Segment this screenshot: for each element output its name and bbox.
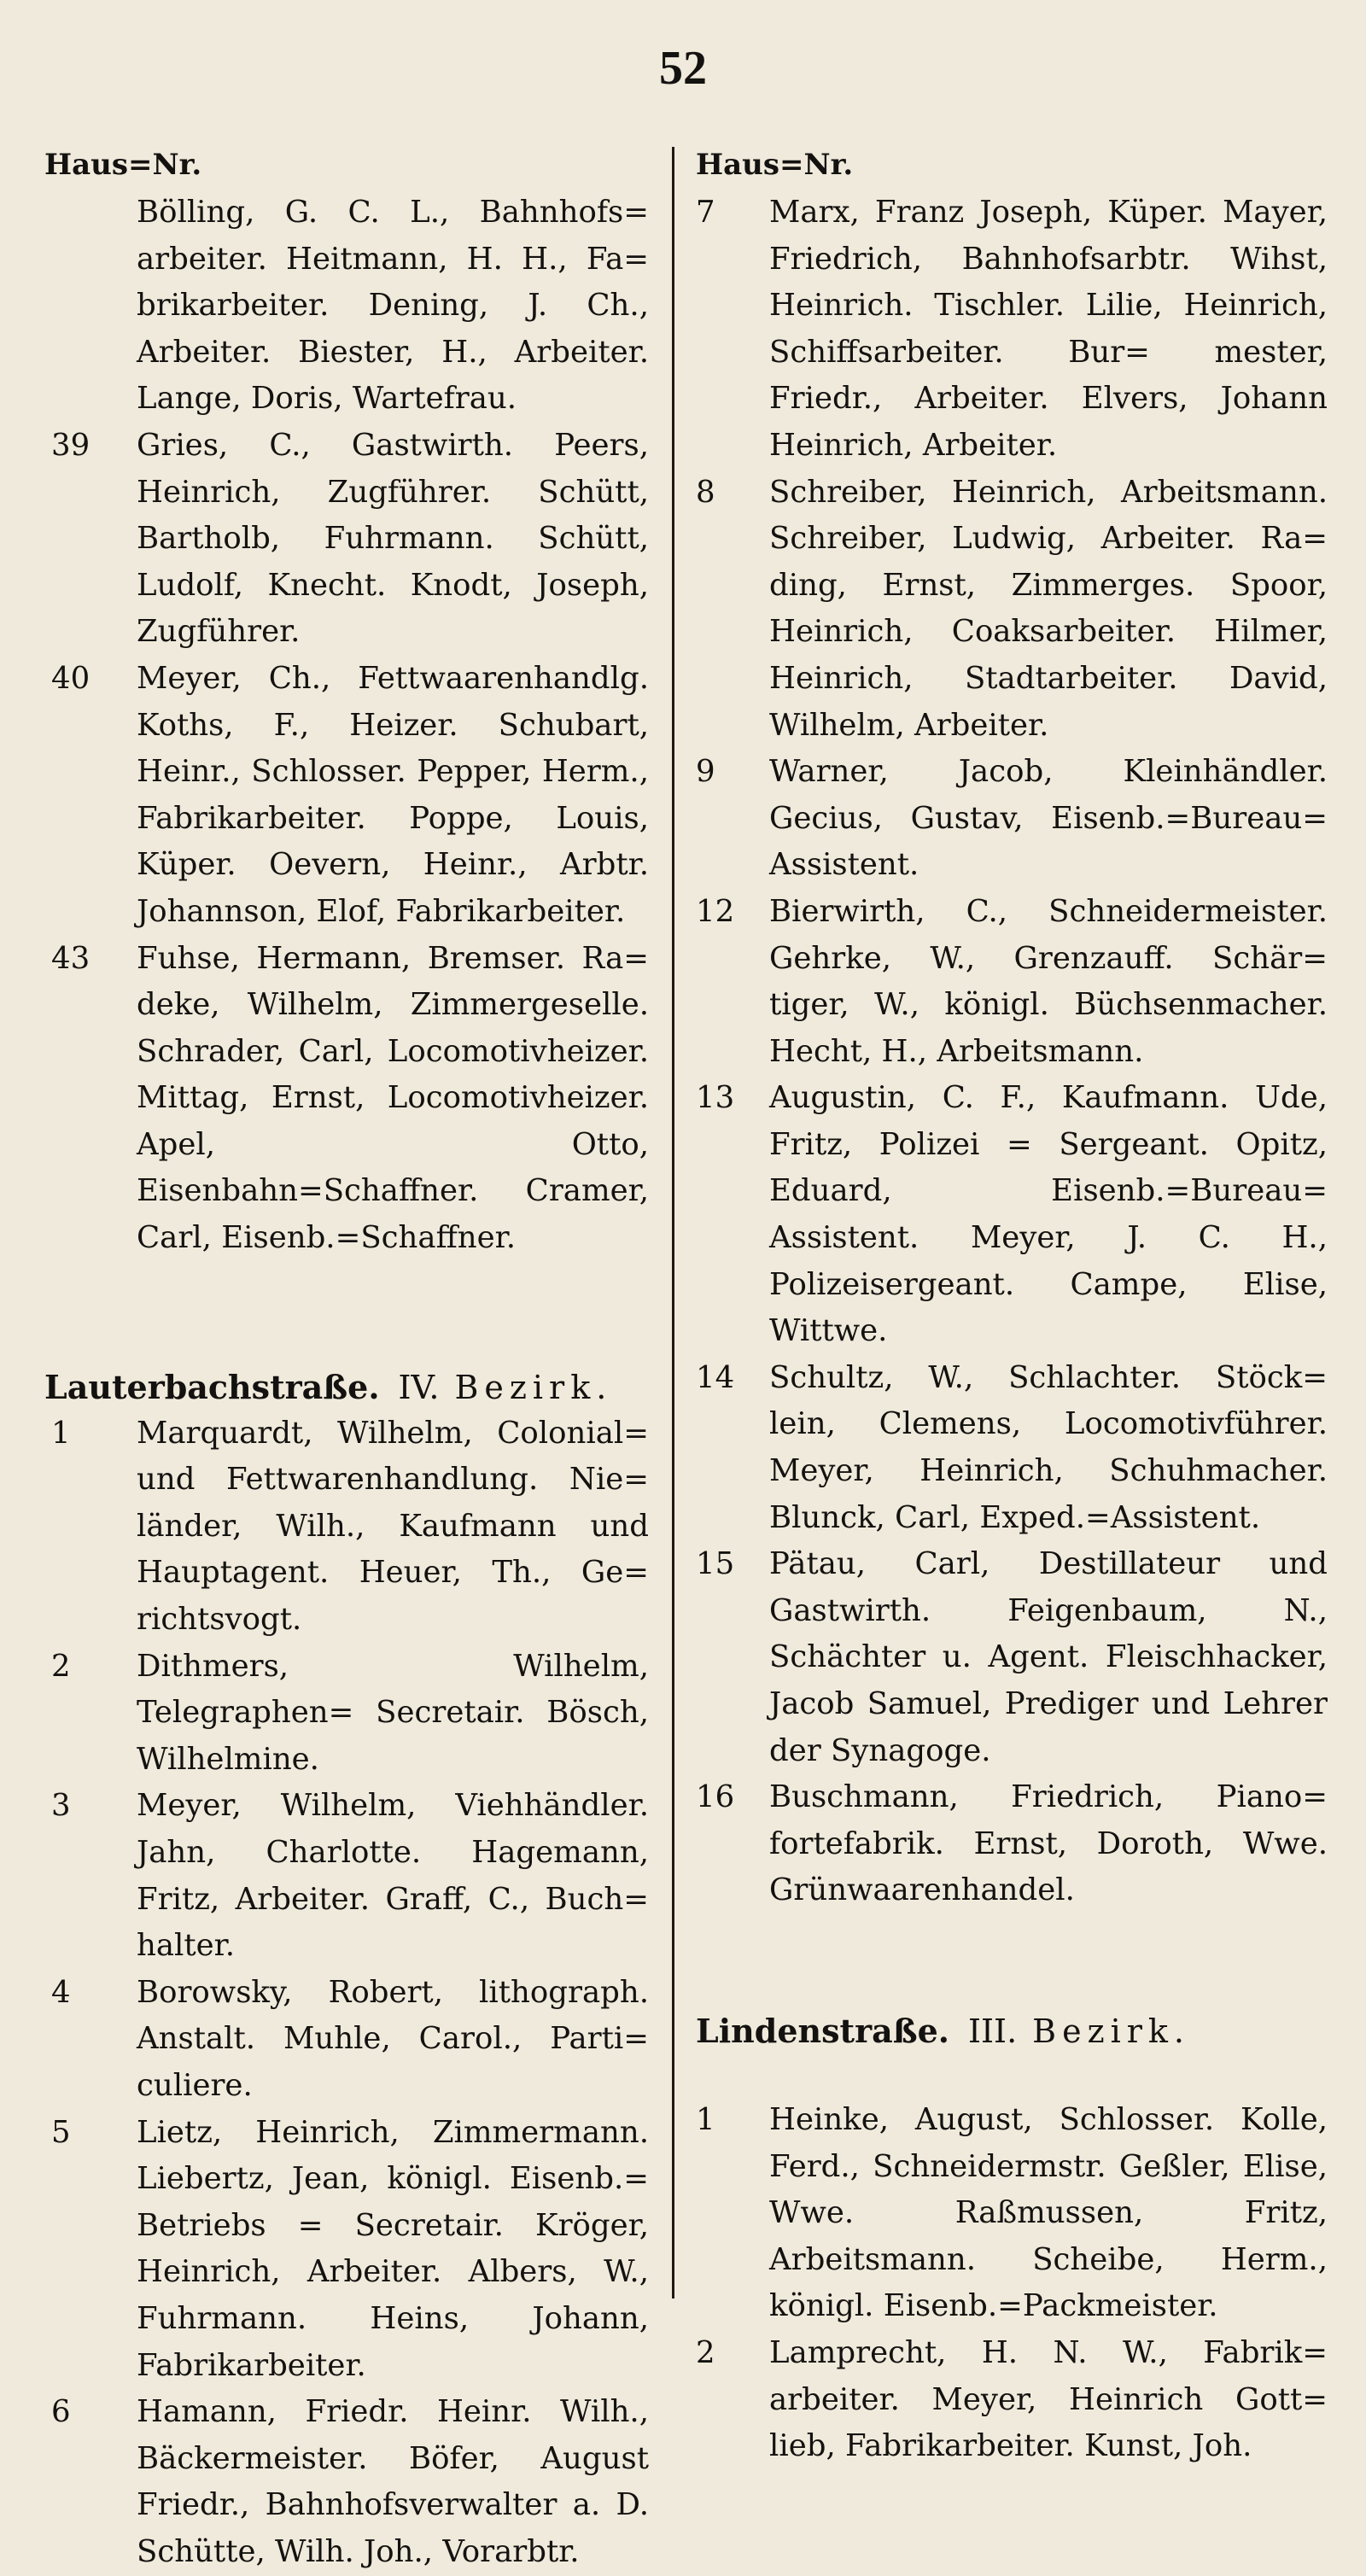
district-word: Bezirk. [1032, 2012, 1191, 2050]
house-number: 8 [696, 474, 715, 510]
house-number: 13 [696, 1080, 735, 1116]
resident-list: Fuhse, Hermann, Bremser. Ra= deke, Wilhelm, Zimmergeselle. Schrader, Carl, Locomotivheizer. Mittag, Ernst, Locomotivheizer. Apel, Otto, Eisenbahn=Schaffner. Cramer, Carl, Eisenb.=Schaffner. [137, 940, 649, 1256]
house-number: 12 [696, 893, 735, 929]
resident-list: Meyer, Ch., Fettwaarenhandlg. Koths, F., Heizer. Schubart, Heinr., Schlosser. Pepper, Herm., Fabrikarbeiter. Poppe, Louis, Küper. Oevern, Heinr., Arbtr. Johannson, Elof, Fabrikarbeiter. [137, 660, 649, 929]
address-entry [696, 749, 1328, 889]
resident-list: Bölling, G. C. L., Bahnhofs= arbeiter. Heitmann, H. H., Fa= brikarbeiter. Dening, J. Ch., Arbeiter. Biester, H., Arbeiter. Lange, Doris, Wartefrau. [137, 195, 649, 417]
resident-list: Gries, C., Gastwirth. Peers, Heinrich, Zugführer. Schütt, Bartholb, Fuhrmann. Schütt, Ludolf, Knecht. Knodt, Joseph, Zugführer. [137, 427, 649, 650]
address-entry [44, 423, 649, 656]
resident-list: Augustin, C. F., Kaufmann. Ude, Fritz, Polizei = Sergeant. Opitz, Eduard, Eisenb.=Bureau= Assistent. Meyer, J. C. H., Polizeisergeant. Campe, Elise, Wittwe. [769, 1080, 1328, 1349]
house-number: 1 [696, 2101, 715, 2137]
house-number: 9 [696, 754, 715, 790]
resident-list: Buschmann, Friedrich, Piano= fortefabrik. Ernst, Doroth, Wwe. Grünwaarenhandel. [769, 1779, 1328, 1908]
house-number: 2 [51, 1648, 71, 1684]
resident-list: Borowsky, Robert, lithograph. Anstalt. Muhle, Carol., Parti= culiere. [137, 1974, 649, 2103]
resident-list: Lietz, Heinrich, Zimmermann. Liebertz, Jean, königl. Eisenb.= Betriebs = Secretair. Kröger, Heinrich, Arbeiter. Albers, W., Fuhrmann. Heins, Johann, Fabrikarbeiter. [137, 2114, 649, 2383]
street-heading [696, 2008, 1328, 2054]
house-number: 16 [696, 1779, 735, 1815]
address-entry [696, 190, 1328, 470]
house-number: 14 [696, 1359, 735, 1395]
resident-list: Marx, Franz Joseph, Küper. Mayer, Friedrich, Bahnhofsarbtr. Wihst, Heinrich. Tischler. Lilie, Heinrich, Schiffsarbeiter. Bur= mester, Friedr., Arbeiter. Elvers, Johann Heinrich, Arbeiter. [769, 195, 1328, 463]
resident-list: Meyer, Wilhelm, Viehhändler. Jahn, Charlotte. Hagemann, Fritz, Arbeiter. Graff, C., Buch= halter. [137, 1788, 649, 1964]
district-number: IV. [398, 1368, 440, 1406]
house-number: 15 [696, 1546, 735, 1582]
resident-list: Schreiber, Heinrich, Arbeitsmann. Schreiber, Ludwig, Arbeiter. Ra= ding, Ernst, Zimmerges. Spoor, Heinrich, Coaksarbeiter. Hilmer, Heinrich, Stadtarbeiter. David, Wilhelm, Arbeiter. [769, 474, 1328, 743]
house-number: 40 [51, 660, 90, 696]
house-number: 4 [51, 1974, 71, 2010]
district-number: III. [968, 2012, 1018, 2050]
resident-list: Bierwirth, C., Schneidermeister. Gehrke, W., Grenzauff. Schär= tiger, W., königl. Büchsenmacher. Hecht, H., Arbeitsmann. [769, 893, 1328, 1069]
address-entry [44, 1644, 649, 1784]
page-number: 52 [659, 42, 707, 95]
house-number: 6 [51, 2394, 71, 2430]
house-number: 39 [51, 427, 90, 463]
address-entry [44, 2110, 649, 2390]
house-number: 5 [51, 2114, 71, 2150]
house-number-header: Haus=Nr. [44, 148, 202, 182]
address-entry [696, 1774, 1328, 1914]
address-entry [696, 1541, 1328, 1774]
resident-list: Dithmers, Wilhelm, Telegraphen= Secretair. Bösch, Wilhelmine. [137, 1648, 649, 1777]
resident-list: Marquardt, Wilhelm, Colonial= und Fettwarenhandlung. Nie= länder, Wilh., Kaufmann und Hauptagent. Heuer, Th., Ge= richtsvogt. [137, 1415, 649, 1638]
resident-list: Warner, Jacob, Kleinhändler. Gecius, Gustav, Eisenb.=Bureau= Assistent. [769, 754, 1328, 883]
street-name: Lauterbachstraße. [44, 1367, 380, 1406]
resident-list: Pätau, Carl, Destillateur und Gastwirth. Feigenbaum, N., Schächter u. Agent. Fleischhacker, Jacob Samuel, Prediger und Lehrer der Synagoge. [769, 1546, 1328, 1768]
resident-list: Heinke, August, Schlosser. Kolle, Ferd., Schneidermstr. Geßler, Elise, Wwe. Raßmussen, Fritz, Arbeitsmann. Scheibe, Herm., königl. Eisenb.=Packmeister. [769, 2101, 1328, 2324]
address-entry [696, 1075, 1328, 1355]
resident-list: Hamann, Friedr. Heinr. Wilh., Bäckermeister. Böfer, August Friedr., Bahnhofsverwalter a. D. Schütte, Wilh. Joh., Vorarbtr. [137, 2394, 649, 2569]
address-entry [696, 889, 1328, 1075]
right-column [696, 143, 1328, 2470]
street-heading [44, 1364, 649, 1411]
address-entry [696, 1355, 1328, 1541]
resident-list: Lamprecht, H. N. W., Fabrik= arbeiter. Meyer, Heinrich Gott= lieb, Fabrikarbeiter. Kunst, Joh. [769, 2334, 1328, 2464]
column-divider [672, 147, 674, 2299]
house-number: 3 [51, 1788, 71, 1824]
address-entry [696, 470, 1328, 750]
address-entry [44, 1970, 649, 2110]
resident-list: Schultz, W., Schlachter. Stöck= lein, Clemens, Locomotivführer. Meyer, Heinrich, Schuhmacher. Blunck, Carl, Exped.=Assistent. [769, 1359, 1328, 1535]
district-label [399, 1364, 613, 1411]
address-entry [44, 936, 649, 1262]
district-label [968, 2008, 1190, 2054]
address-entry [44, 2389, 649, 2575]
left-column [44, 143, 649, 2576]
house-number-header: Haus=Nr. [696, 148, 854, 182]
house-number: 1 [51, 1415, 71, 1451]
address-entry [696, 2330, 1328, 2470]
house-number: 2 [696, 2334, 715, 2370]
address-entry [44, 190, 649, 423]
house-number: 7 [696, 195, 715, 230]
address-entry [44, 1783, 649, 1969]
house-number [44, 190, 137, 423]
address-entry [44, 1411, 649, 1644]
house-number: 43 [51, 940, 90, 976]
address-entry [44, 656, 649, 936]
district-word: Bezirk. [454, 1368, 613, 1406]
address-entry [696, 2097, 1328, 2330]
street-name: Lindenstraße. [696, 2011, 950, 2050]
